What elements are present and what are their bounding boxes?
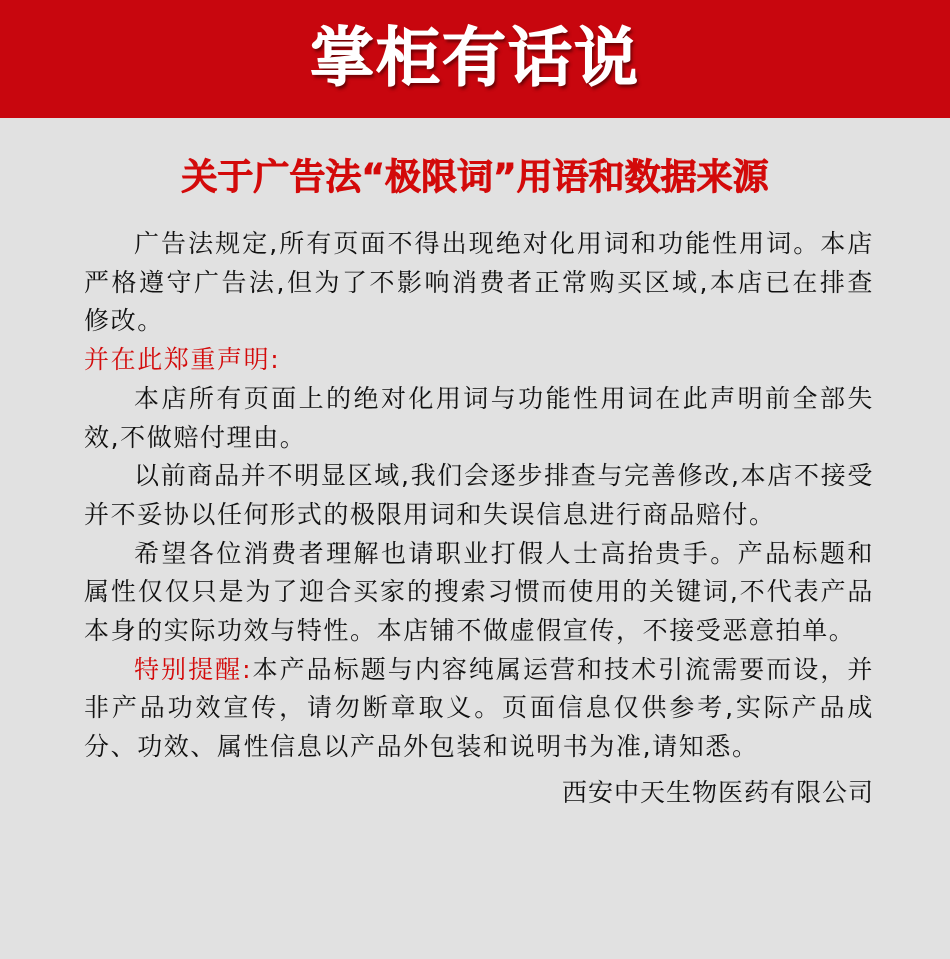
header-banner	[0, 0, 950, 118]
declaration-heading: 并在此郑重声明:	[84, 345, 281, 375]
paragraph-advertising-law: 广告法规定,所有页面不得出现绝对化用词和功能性用词。本店严格遵守广告法,但为了不影响消费者正常购买区域,本店已在排查修改。	[84, 229, 874, 336]
paragraph-no-compensation: 以前商品并不明显区域,我们会逐步排查与完善修改,本店不接受并不妥协以任何形式的极限用词和失误信息进行商品赔付。	[84, 461, 874, 529]
paragraph-special-reminder	[84, 651, 874, 767]
reminder-text: 本产品标题与内容纯属运营和技术引流需要而设，并非产品功效宣传，请勿断章取义。页面信息仅供参考,实际产品成分、功效、属性信息以产品外包装和说明书为准,请知悉。	[84, 654, 874, 762]
notice-body	[84, 225, 874, 813]
company-signature: 西安中天生物医药有限公司	[561, 777, 874, 807]
paragraph-invalidation: 本店所有页面上的绝对化用词与功能性用词在此声明前全部失效,不做赔付理由。	[84, 383, 874, 452]
page-title: 掌柜有话说	[310, 22, 640, 96]
notice-subtitle: 关于广告法“极限词”用语和数据来源	[181, 157, 769, 198]
paragraph-consumer-request: 希望各位消费者理解也请职业打假人士高抬贵手。产品标题和属性仅仅只是为了迎合买家的搜索习惯而使用的关键词,不代表产品本身的实际功效与特性。本店铺不做虚假宣传，不接受恶意拍单。	[84, 538, 874, 646]
reminder-label: 特别提醒:	[134, 654, 253, 684]
